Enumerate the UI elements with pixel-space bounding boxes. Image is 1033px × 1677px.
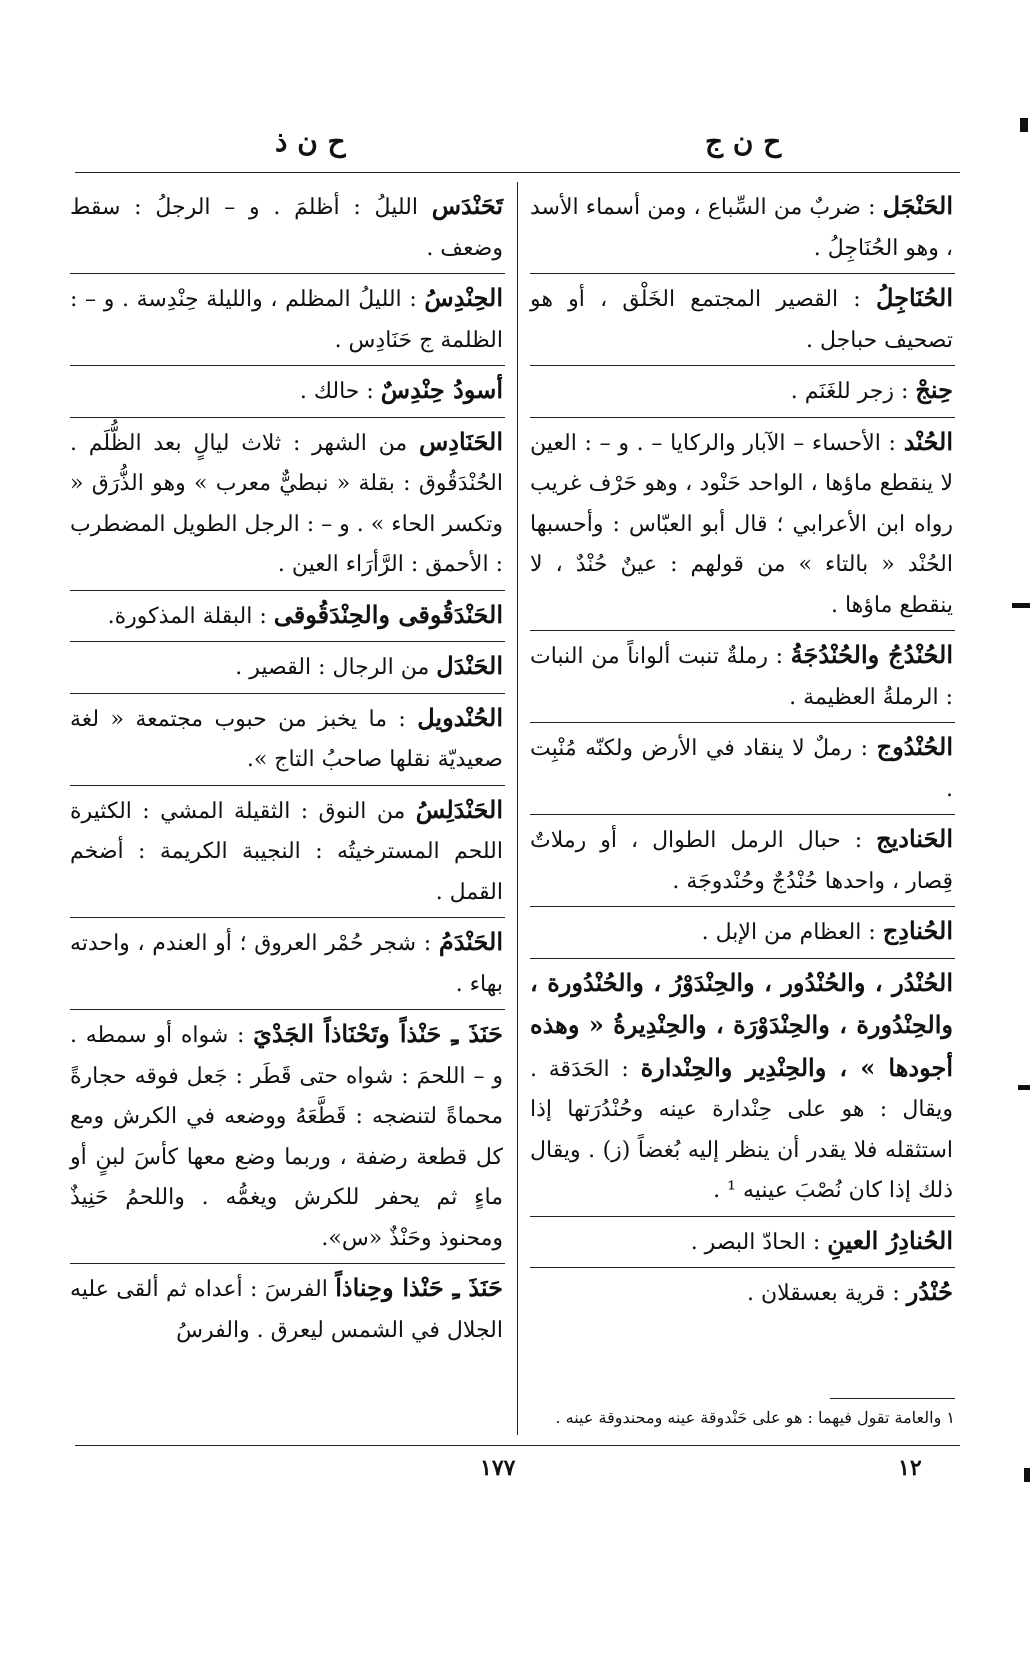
dictionary-entry (530, 911, 955, 959)
dictionary-entry (70, 698, 505, 786)
dictionary-entry (530, 1272, 955, 1319)
entry-headword: الحُنْدُجُ والحُنْدُجَةُ (790, 640, 953, 669)
entry-headword: الحُنْدُوج (876, 732, 953, 761)
dictionary-entry (530, 635, 955, 723)
dictionary-entry (530, 819, 955, 907)
entry-definition: : القصير المجتمع الخَلْق ، أو هو تصحيف حباجل . (530, 287, 953, 353)
signature-number: ١٢ (898, 1455, 922, 1481)
header-rule (75, 172, 960, 173)
entry-definition: : شواه أو سمطه . و – اللحمَ : شواه حتى قَطَر : جَعل فوقه حجارةً محماةً لتنضجه : قَطَّعَهُ ووضعه في الكرش ومع كل قطعة رضفة ، وربما وضع معها كأسَ لبنٍ أو ماءٍ ثم يحفر للكرش ويغمُّه . واللحمُ حَنِيذٌ ومحنوذ وحَنْذٌ «س». (70, 1023, 503, 1251)
column-divider (517, 182, 518, 1435)
dictionary-entry (70, 922, 505, 1010)
entry-headword: الحُنْدويل (417, 702, 503, 732)
entry-definition: الفرسَ : أعداه ثم ألقى عليه الجلال في الشمس ليعرق . والفرسُ (70, 1277, 503, 1343)
dictionary-entry (530, 422, 955, 632)
dictionary-entry (530, 278, 955, 366)
entry-headword: الحَنَادِس (419, 426, 504, 456)
entry-definition: : قرية بعسقلان . (747, 1281, 900, 1306)
entry-definition: : رملٌ لا ينقاد في الأرض ولكنّه مُنْبِت . (530, 736, 953, 802)
entry-definition: : ضربٌ من السِّباع ، ومن أسماء الأسد ، وهو الحُنَاجِلُ . (530, 195, 953, 261)
dictionary-entry (530, 963, 955, 1217)
entry-headword: حِنجْ (915, 375, 953, 404)
entry-definition: من النوق : الثقيلة المشي : الكثيرة اللحم المسترخيتُه : النجيبة الكريمة : أضخم القمل . (70, 798, 503, 905)
entry-headword: الحَنْدَل (436, 651, 503, 680)
header-root-right: ح ن ج (705, 125, 782, 158)
dictionary-entry (530, 727, 955, 815)
entry-headword: أسودُ حِنْدِسٌ (380, 375, 503, 404)
entry-definition: من الرجال : القصير . (235, 655, 430, 680)
entry-headword: الحُنْدُر ، والحُنْدُور ، والحِنْدَوْرُ ، والحُنْدُورة ، والحِنْدُورة ، والحِنْدَوْرَة ، والحِنْدِيرةُ « وهذه أجودها » ، والحِنْدِير والحِنْدارة (530, 967, 953, 1082)
entry-headword: الحِنْدِسُ (424, 283, 503, 312)
entry-definition: : البقلة المذكورة. (107, 603, 267, 629)
dictionary-entry (530, 1221, 955, 1269)
entry-headword: الحَنْجَل (882, 191, 954, 220)
left-column (70, 186, 505, 1359)
entry-definition: الليلُ : أظلمَ . و – الرجلُ : سقط وضعف . (70, 195, 503, 261)
entry-headword: تَحَنْدَس (431, 191, 503, 220)
entry-definition: : حبال الرمل الطوال ، أو رملاتٌ قِصار ، واحدها حُنْدُجٌ وحُنْدوجَة . (530, 828, 953, 894)
entry-headword: الحَناديج (876, 824, 953, 853)
entry-headword: حَنَذَ ـِ حَنْذاً وتَحْنَاذاً الجَدْيَ (253, 1019, 504, 1048)
dictionary-entry (70, 186, 505, 274)
right-column (530, 186, 955, 1323)
entry-headword: حُنْدُر (906, 1277, 953, 1306)
entry-headword: حَنَذَ ـِ حَنْذا وحِناذاً (335, 1273, 504, 1302)
dictionary-entry (530, 370, 955, 418)
header-root-left: ح ن ذ (275, 125, 346, 158)
entry-definition: : شجر حُمْر العروق ؛ أو العندم ، واحدته بهاء . (70, 931, 503, 997)
entry-headword: الحُنادِرُ العينِ (827, 1225, 953, 1255)
entry-headword: الحُنْد (903, 426, 954, 456)
entry-definition: : حالك . (299, 379, 374, 404)
dictionary-entry (70, 646, 505, 694)
dictionary-entry (530, 186, 955, 274)
entry-headword: الحُنَاجِلُ (875, 283, 953, 312)
entry-definition: من الشهر : ثلاث ليالٍ بعد الظُّلَم . الحُنْدَقُوق : بقلة « نبطيٌّ معرب » وهو الذُّرَق « وتكسر الحاء » . و – : الرجل الطويل المضطرب : الأحمق : الرَّأرَاء العين . (70, 430, 503, 577)
margin-mark (1012, 603, 1030, 608)
footnote-rule (830, 1398, 955, 1399)
footnote: ١ والعامة تقول فيهما : هو على حَنْدوقة عينه ومحندوقة عينه . (555, 1408, 955, 1427)
entry-definition: : الحَدَقة . ويقال : هو على حِنْدارة عينه وحُنْدُرَتها إذا استثقله فلا يقدر أن ينظر إليه بُغضاً (ز) . ويقال ذلك إذا كان نُصْبَ عينيه ¹ . (530, 1056, 953, 1203)
entry-definition: : الأحساء – الآبار والركايا – . و – : العين لا ينقطع ماؤها ، الواحد حَنْود ، وهو حَرْف غريب رواه ابن الأعرابي ؛ قال أبو العبّاس : وأحسبها الحُنْد « بالتاء » من قولهم : عينٌ حُنْدٌ ، لا ينقطع ماؤها . (530, 430, 953, 618)
dictionary-entry (70, 370, 505, 418)
margin-mark (1018, 1085, 1030, 1090)
entry-headword: الحَنْدَقُوقى والحِنْدَقُوقى (273, 599, 503, 629)
entry-definition: : ما يخبز من حبوب مجتمعة « لغة صعيديّة نقلها صاحبُ التاج ». (70, 706, 503, 772)
dictionary-entry (70, 1268, 505, 1355)
dictionary-entry (70, 595, 505, 643)
entry-headword: الحُنادِج (882, 916, 953, 945)
footer-rule (75, 1445, 960, 1446)
dictionary-entry (70, 790, 505, 919)
page-number: ١٧٧ (480, 1455, 516, 1481)
entry-headword: الحَنْدَمُ (438, 927, 504, 956)
entry-definition: : الليلُ المظلم ، والليلة حِنْدِسة . و – : الظلمة ج حَنَادِس . (70, 287, 503, 353)
dictionary-entry (70, 1014, 505, 1264)
margin-mark (1020, 118, 1028, 132)
dictionary-entry (70, 422, 505, 591)
entry-definition: : رملةٌ تنبت ألواناً من النبات : الرملةُ العظيمة . (530, 644, 953, 710)
margin-mark (1024, 1468, 1030, 1482)
dictionary-entry (70, 278, 505, 366)
entry-headword: الحَنْدَلِسُ (415, 794, 503, 824)
entry-definition: : زجر للغَنَم . (790, 379, 909, 404)
entry-definition: : الحادّ البصر . (690, 1229, 821, 1255)
entry-definition: : العظام من الإبل . (701, 920, 876, 945)
